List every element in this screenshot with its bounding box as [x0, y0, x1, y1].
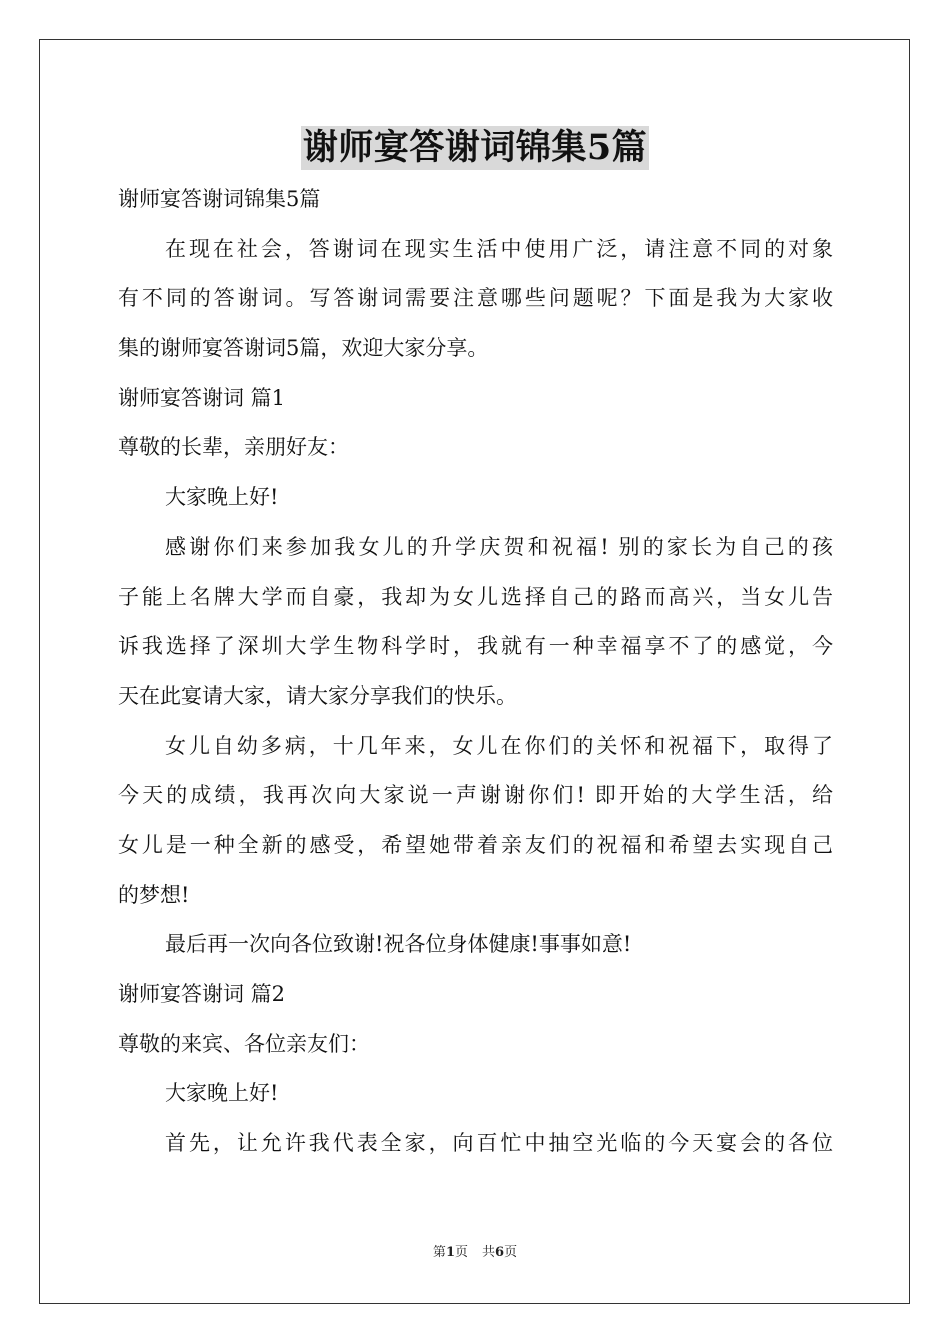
text-line: 谢师宴答谢词锦集5篇 — [118, 187, 321, 211]
title-area — [0, 126, 950, 170]
footer-total-unit: 页 — [504, 1245, 518, 1260]
page-footer — [0, 1244, 950, 1262]
text-line: 最后再一次向各位致谢!祝各位身体健康!事事如意! — [165, 932, 632, 957]
text-line: 的梦想! — [118, 882, 190, 907]
document-body — [118, 175, 833, 1169]
text-line: 在现在社会，答谢词在现实生活中使用广泛，请注意不同的对象 — [165, 236, 833, 261]
text-line: 尊敬的来宾、各位亲友们： — [118, 1031, 370, 1056]
text-line: 首先，让允许我代表全家，向百忙中抽空光临的今天宴会的各位 — [165, 1131, 833, 1156]
text-line: 谢师宴答谢词 篇1 — [118, 385, 286, 410]
text-line: 尊敬的长辈，亲朋好友： — [118, 435, 349, 460]
footer-page-total: 6 — [495, 1245, 505, 1260]
footer-page-unit: 页 — [454, 1245, 468, 1260]
text-line: 诉我选择了深圳大学生物科学时，我就有一种幸福享不了的感觉，今 — [118, 634, 833, 659]
text-line: 集的谢师宴答谢词5篇，欢迎大家分享。 — [118, 336, 489, 361]
text-line: 感谢你们来参加我女儿的升学庆贺和祝福! 别的家长为自己的孩 — [165, 534, 833, 559]
text-line: 女儿自幼多病，十几年来，女儿在你们的关怀和祝福下，取得了 — [165, 733, 833, 758]
footer-page-prefix: 第 — [432, 1245, 446, 1260]
text-line: 女儿是一种全新的感受，希望她带着亲友们的祝福和希望去实现自己 — [118, 832, 833, 857]
text-line: 有不同的答谢词。写答谢词需要注意哪些问题呢？下面是我为大家收 — [118, 286, 833, 311]
footer-total-prefix: 共 — [482, 1245, 496, 1260]
text-line: 谢师宴答谢词 篇2 — [118, 982, 286, 1006]
text-line: 大家晚上好! — [165, 1081, 279, 1106]
text-line: 今天的成绩，我再次向大家说一声谢谢你们! 即开始的大学生活，给 — [118, 783, 833, 808]
text-line: 大家晚上好! — [165, 485, 279, 510]
text-line: 天在此宴请大家，请大家分享我们的快乐。 — [118, 683, 517, 708]
document-title: 谢师宴答谢词锦集5篇 — [302, 127, 648, 168]
text-line: 子能上名牌大学而自豪，我却为女儿选择自己的路而高兴，当女儿告 — [118, 584, 833, 609]
footer-page-current: 1 — [445, 1245, 455, 1260]
